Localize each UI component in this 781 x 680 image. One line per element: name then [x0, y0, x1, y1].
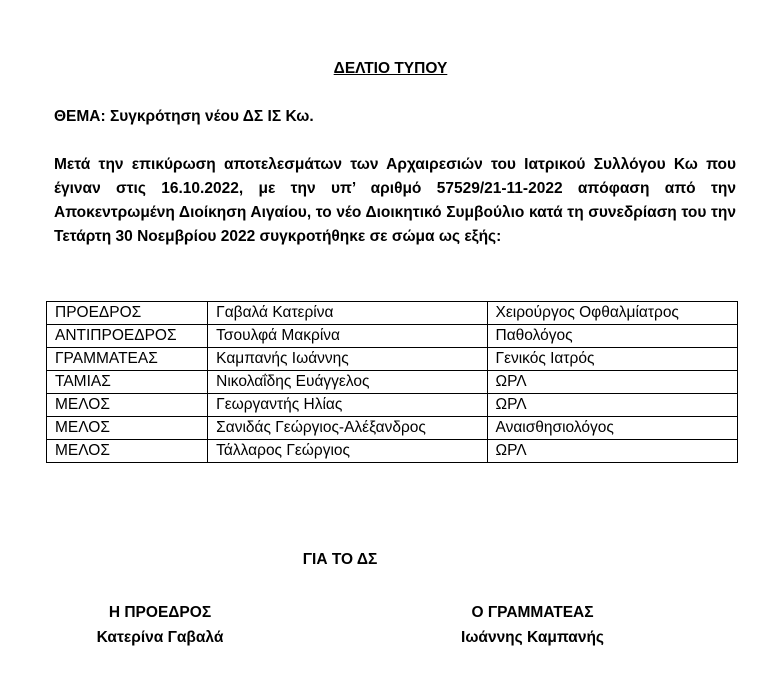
table-row [47, 348, 738, 371]
president-name: Κατερίνα Γαβαλά [96, 629, 224, 646]
specialty-cell: Αναισθησιολόγος [487, 417, 737, 440]
table-row [47, 371, 738, 394]
document-title: ΔΕΛΤΙΟ ΤΥΠΟΥ [333, 60, 448, 77]
name-cell: Γεωργαντής Ηλίας [208, 394, 487, 417]
for-board-heading: ΓΙΑ ΤΟ ΔΣ [302, 551, 378, 568]
name-cell: Καμπανής Ιωάννης [208, 348, 487, 371]
role-cell: ΤΑΜΙΑΣ [47, 371, 208, 394]
secretary-title: Ο ΓΡΑΜΜΑΤΕΑΣ [471, 604, 594, 621]
role-cell: ΜΕΛΟΣ [47, 394, 208, 417]
president-signature-block [70, 600, 250, 650]
role-cell: ΑΝΤΙΠΡΟΕΔΡΟΣ [47, 325, 208, 348]
role-cell: ΓΡΑΜΜΑΤΕΑΣ [47, 348, 208, 371]
secretary-signature-block [440, 600, 625, 650]
name-cell: Σανιδάς Γεώργιος-Αλέξανδρος [208, 417, 487, 440]
role-cell: ΠΡΟΕΔΡΟΣ [47, 302, 208, 325]
table-row [47, 394, 738, 417]
name-cell: Τσουλφά Μακρίνα [208, 325, 487, 348]
specialty-cell: ΩΡΛ [487, 440, 737, 463]
table-row [47, 440, 738, 463]
secretary-name: Ιωάννης Καμπανής [461, 629, 604, 646]
table-row [47, 325, 738, 348]
role-cell: ΜΕΛΟΣ [47, 417, 208, 440]
specialty-cell: Γενικός Ιατρός [487, 348, 737, 371]
intro-paragraph: Μετά την επικύρωση αποτελεσμάτων των Αρχαιρεσιών του Ιατρικού Συλλόγου Κω που έγιναν στις 16.10.2022, με την υπ’ αριθμό 57529/21-11-2022 απόφαση από την Αποκεντρωμένη Διοίκηση Αιγαίου, το νέο Διοικητικό Συμβούλιο κατά τη συνεδρίαση του την Τετάρτη 30 Νοεμβρίου 2022 συγκροτήθηκε σε σώμα ως εξής: [54, 156, 736, 245]
name-cell: Γαβαλά Κατερίνα [208, 302, 487, 325]
name-cell: Νικολαΐδης Ευάγγελος [208, 371, 487, 394]
specialty-cell: Χειρούργος Οφθαλμίατρος [487, 302, 737, 325]
specialty-cell: ΩΡΛ [487, 371, 737, 394]
board-table [46, 301, 738, 463]
table-row [47, 417, 738, 440]
name-cell: Τάλλαρος Γεώργιος [208, 440, 487, 463]
specialty-cell: Παθολόγος [487, 325, 737, 348]
specialty-cell: ΩΡΛ [487, 394, 737, 417]
table-row [47, 302, 738, 325]
president-title: Η ΠΡΟΕΔΡΟΣ [108, 604, 212, 621]
role-cell: ΜΕΛΟΣ [47, 440, 208, 463]
subject-line: ΘΕΜΑ: Συγκρότηση νέου ΔΣ ΙΣ Κω. [54, 108, 314, 125]
